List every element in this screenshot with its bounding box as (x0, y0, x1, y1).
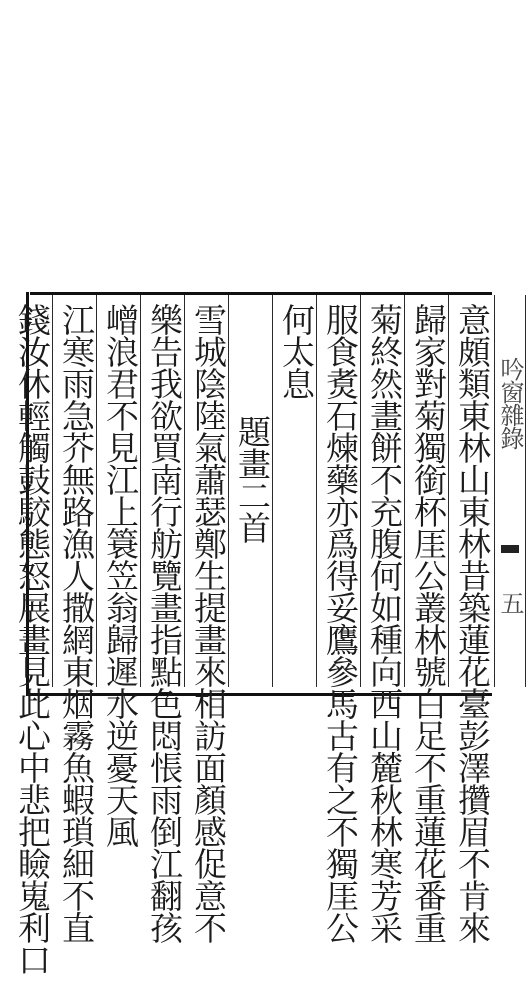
text-column-7: 雪城陰陸氣蕭瑟鄭生提畫來相訪面顏感促意不 (189, 303, 228, 943)
text-column-2: 歸家對菊獨銜杯厓公叢林號白足不重蓮花番重 (409, 303, 448, 943)
text-column-3: 菊終然畫餅不充腹何如種向西山麓秋林寒芳采 (365, 303, 404, 943)
text-column-11: 錢汝休輕觸鼓駮態怒展畫見此心中悲把瞼嵬利口 (13, 303, 52, 975)
text-frame (13, 292, 524, 975)
text-column-10: 江寒雨急芥無路漁人撒網東烟霧魚蝦瑣細不直 (57, 303, 96, 943)
text-column-4: 服食煑石煉藥亦爲得妥鷹參馬古有之不獨厓公 (321, 303, 360, 943)
fish-tail-mark (501, 545, 519, 553)
book-title-ribbon (494, 295, 526, 687)
book-title-label: 吟窗雜錄 (496, 357, 524, 449)
text-column-5: 何太息 (277, 303, 316, 399)
text-column-8: 樂告我欲買南行舫覽畫指點色悶悵雨倒江翻孩 (145, 303, 184, 943)
text-column-9: 嶒浪君不見江上簑笠翁歸遲水逆憂天風 (101, 303, 140, 847)
poem-title: 題畫二首 (233, 415, 272, 543)
text-column-1: 意頗類東林山東林昔築蓮花臺彭澤攢眉不肯來 (453, 303, 492, 943)
page-number: 五 (496, 591, 524, 615)
